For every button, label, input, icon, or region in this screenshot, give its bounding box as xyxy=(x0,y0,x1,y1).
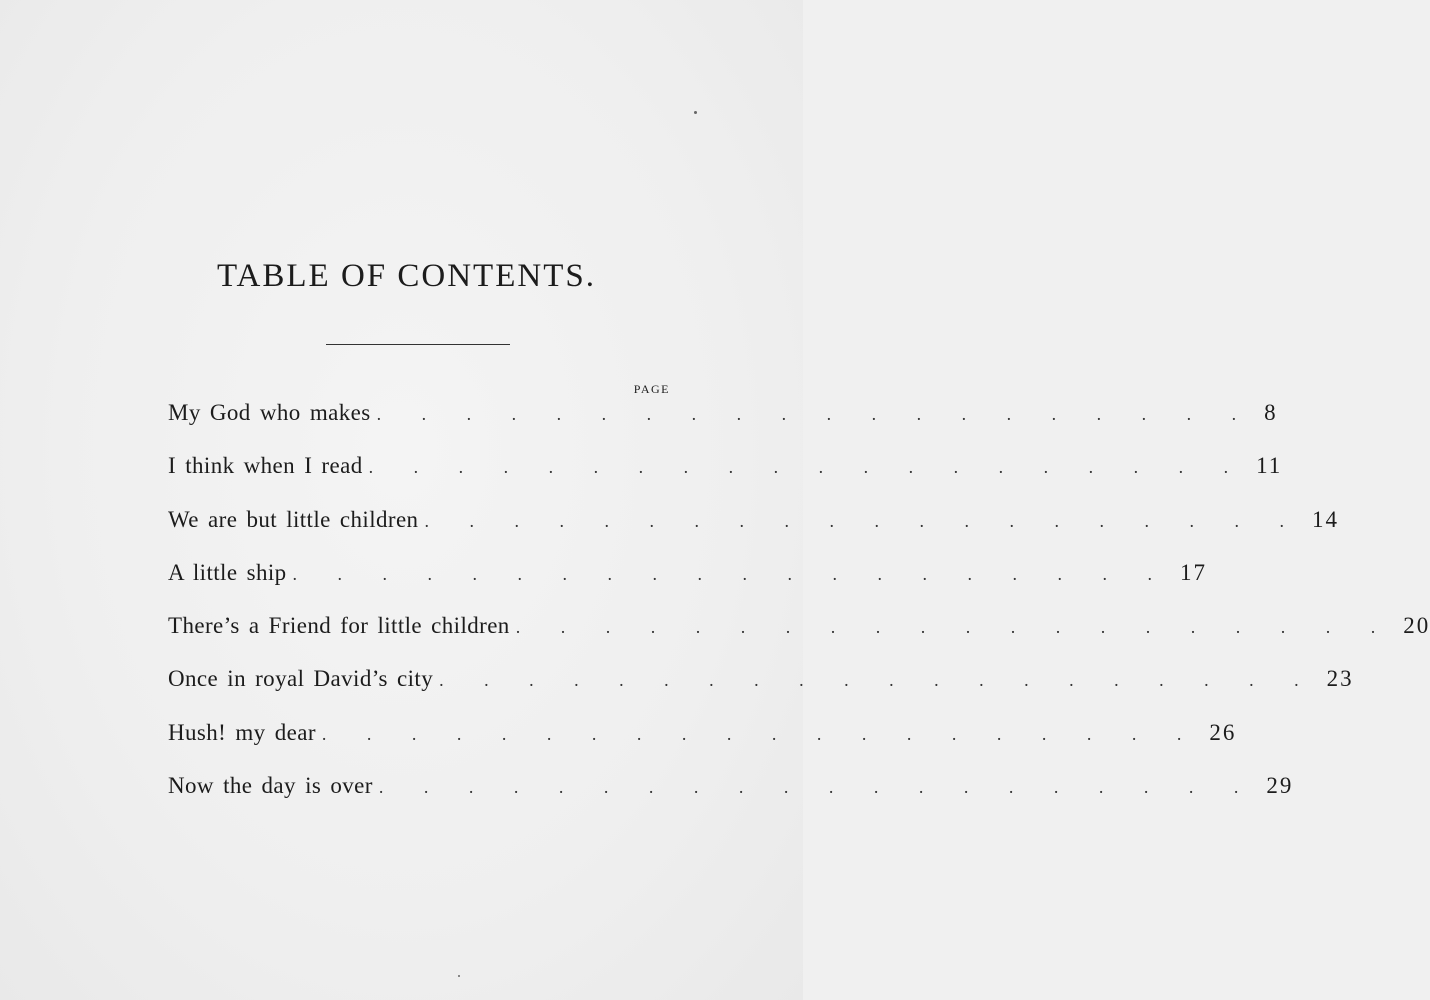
table-of-contents xyxy=(168,400,1430,826)
toc-dot-leader: . . . . . . . . . . . . . . . . . . . . xyxy=(424,510,1302,531)
toc-dot-leader: . . . . . . . . . . . . . . . . . . . . xyxy=(378,777,1257,798)
toc-entry-title: Hush! my dear xyxy=(168,719,316,745)
toc-entry[interactable] xyxy=(168,613,1430,666)
toc-entry-title: We are but little children xyxy=(168,506,419,532)
toc-entry-title: Once in royal David’s city xyxy=(168,666,434,692)
toc-dot-leader: . . . . . . . . . . . . . . . . . . . . xyxy=(292,563,1171,584)
toc-dot-leader: . . . . . . . . . . . . . . . . . . . . xyxy=(376,404,1255,424)
toc-entry-page: 23 xyxy=(1326,666,1354,692)
toc-entry[interactable] xyxy=(168,666,1354,719)
title-divider xyxy=(326,344,510,345)
toc-entry-page: 17 xyxy=(1180,559,1208,585)
toc-dot-leader: . . . . . . . . . . . . . . . . . . . . xyxy=(439,670,1317,691)
toc-entry-title: There’s a Friend for little children xyxy=(168,613,510,639)
toc-entry-page: 11 xyxy=(1256,453,1283,479)
toc-entry-page: 20 xyxy=(1403,613,1430,639)
toc-dot-leader: . . . . . . . . . . . . . . . . . . . . xyxy=(368,457,1247,478)
toc-entry-page: 26 xyxy=(1209,719,1237,745)
toc-entry[interactable] xyxy=(168,453,1283,506)
toc-entry-title: A little ship xyxy=(168,559,287,585)
toc-entry-page: 29 xyxy=(1266,773,1294,799)
page-column-header: PAGE xyxy=(633,382,670,396)
toc-entry[interactable] xyxy=(168,506,1339,560)
toc-entry[interactable] xyxy=(168,719,1237,773)
toc-entry-title: I think when I read xyxy=(168,453,363,479)
toc-entry[interactable] xyxy=(168,400,1278,453)
toc-entry[interactable] xyxy=(168,773,1294,826)
toc-entry-page: 14 xyxy=(1311,506,1339,532)
page-title: TABLE OF CONTENTS. xyxy=(217,258,596,294)
paper-speck xyxy=(458,975,460,977)
toc-dot-leader: . . . . . . . . . . . . . . . . . . . . xyxy=(515,617,1394,638)
toc-entry[interactable] xyxy=(168,559,1208,613)
toc-entry-title: Now the day is over xyxy=(168,773,373,799)
paper-speck xyxy=(694,111,697,114)
toc-entry-title: My God who makes xyxy=(168,400,371,425)
toc-entry-page: 8 xyxy=(1264,400,1278,425)
toc-dot-leader: . . . . . . . . . . . . . . . . . . . . xyxy=(321,723,1200,744)
